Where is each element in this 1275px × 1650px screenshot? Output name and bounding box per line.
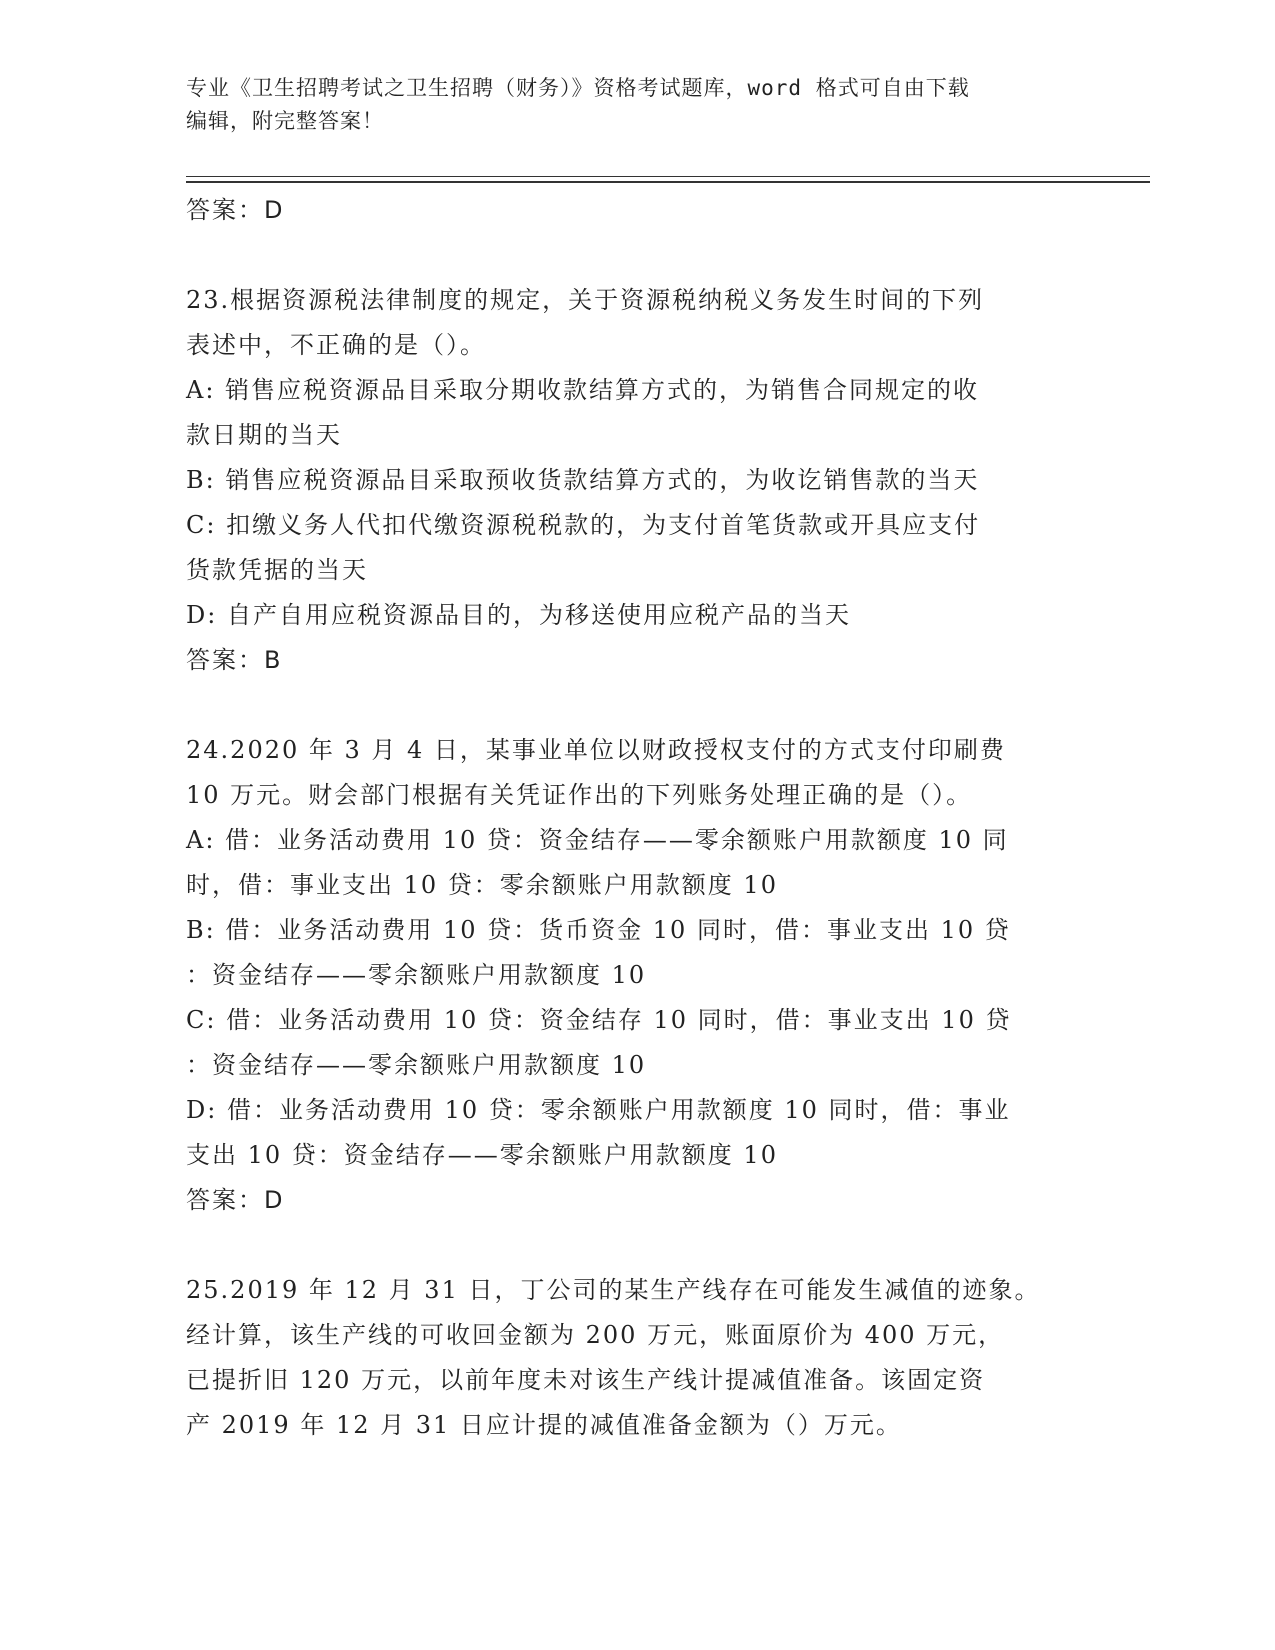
question-24 — [186, 728, 1086, 1223]
header-note — [186, 72, 1066, 138]
option-d-line: 支出 10 贷：资金结存——零余额账户用款额度 10 — [186, 1141, 778, 1169]
question-stem-line: 24.2020 年 3 月 4 日，某事业单位以财政授权支付的方式支付印刷费 — [186, 736, 1006, 764]
spacer — [186, 1223, 1086, 1268]
answer-line: 答案：D — [186, 196, 285, 224]
option-a-line: 款日期的当天 — [186, 421, 342, 449]
question-stem-line: 23.根据资源税法律制度的规定，关于资源税纳税义务发生时间的下列 — [186, 286, 985, 314]
option-c-line: C: 扣缴义务人代扣代缴资源税税款的，为支付首笔货款或开具应支付 — [186, 511, 981, 539]
spacer — [186, 233, 1086, 278]
question-stem-line: 产 2019 年 12 月 31 日应计提的减值准备金额为（）万元。 — [186, 1411, 902, 1439]
question-stem-line: 表述中，不正确的是（）。 — [186, 331, 486, 359]
option-a-line: 时，借：事业支出 10 贷：零余额账户用款额度 10 — [186, 871, 778, 899]
option-b-line: ：资金结存——零余额账户用款额度 10 — [186, 961, 647, 989]
question-23 — [186, 278, 1086, 683]
option-b-line: B: 销售应税资源品目采取预收货款结算方式的，为收讫销售款的当天 — [186, 466, 980, 494]
answer-line: 答案：B — [186, 646, 283, 674]
answer-line: 答案：D — [186, 1186, 285, 1214]
option-d-line: D: 自产自用应税资源品目的，为移送使用应税产品的当天 — [186, 601, 851, 629]
spacer — [186, 683, 1086, 728]
option-d-line: D: 借：业务活动费用 10 贷：零余额账户用款额度 10 同时，借：事业 — [186, 1096, 1011, 1124]
option-a-line: A: 借：业务活动费用 10 贷：资金结存——零余额账户用款额度 10 同 — [186, 826, 1009, 854]
option-c-line: ：资金结存——零余额账户用款额度 10 — [186, 1051, 647, 1079]
header-note-line: 专业《卫生招聘考试之卫生招聘（财务）》资格考试题库，word 格式可自由下载 — [186, 76, 970, 100]
question-stem-line: 经计算，该生产线的可收回金额为 200 万元，账面原价为 400 万元， — [186, 1321, 1005, 1349]
option-c-line: 货款凭据的当天 — [186, 556, 368, 584]
option-c-line: C: 借：业务活动费用 10 贷：资金结存 10 同时，借：事业支出 10 贷 — [186, 1006, 1012, 1034]
question-stem-line: 10 万元。财会部门根据有关凭证作出的下列账务处理正确的是（）。 — [186, 781, 973, 809]
option-a-line: A: 销售应税资源品目采取分期收款结算方式的，为销售合同规定的收 — [186, 376, 980, 404]
header-divider — [186, 181, 1150, 183]
question-stem-line: 25.2019 年 12 月 31 日，丁公司的某生产线存在可能发生减值的迹象。 — [186, 1276, 1041, 1304]
header-note-line: 编辑，附完整答案！ — [186, 109, 384, 133]
option-b-line: B: 借：业务活动费用 10 贷：货币资金 10 同时，借：事业支出 10 贷 — [186, 916, 1011, 944]
question-25 — [186, 1268, 1086, 1448]
question-list — [186, 188, 1086, 1448]
header-divider — [186, 176, 1150, 177]
question-stem-line: 已提折旧 120 万元，以前年度未对该生产线计提减值准备。该固定资 — [186, 1366, 986, 1394]
